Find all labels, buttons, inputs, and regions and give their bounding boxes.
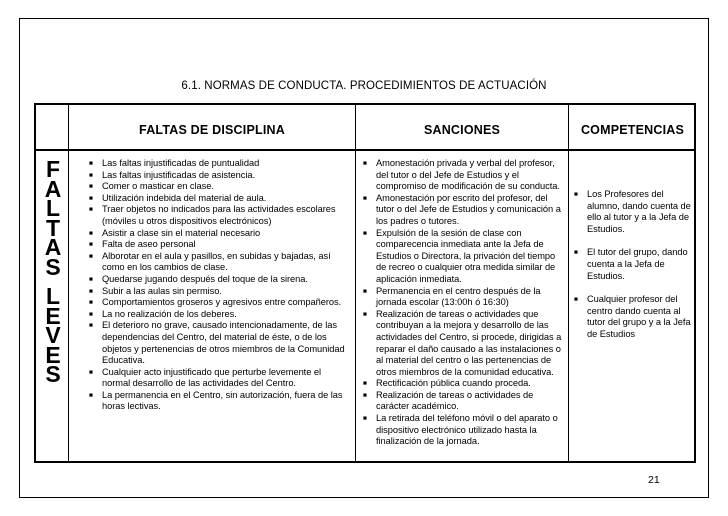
list-item: ■ La permanencia en el Centro, sin autorización, fuera de las horas lectivas.: [88, 390, 350, 413]
side-letter: L: [45, 195, 61, 221]
list-item: ■ Utilización indebida del material de aula.: [88, 193, 350, 205]
list-item: ■ Expulsión de la sesión de clase con comparecencia inmediata ante la Jefa de Estudios o Directora, la privación del tiempo de recreo o cualquier otra medida similar de aplicación inmediata.: [362, 228, 562, 286]
list-item: ■ Cualquier profesor del centro dando cuenta al tutor del grupo y a la Jefa de Estudios: [573, 294, 693, 340]
side-letter: T: [45, 214, 61, 241]
section-title: 6.1. NORMAS DE CONDUCTA. PROCEDIMIENTOS DE ACTUACIÓN: [181, 80, 547, 92]
side-letter: E: [45, 302, 61, 329]
side-letter: V: [45, 322, 61, 348]
table-divider-faltas: [355, 105, 356, 461]
list-item: ■ Traer objetos no indicados para las actividades escolares (móviles u otros dispositivos electrónicos): [88, 204, 350, 227]
list-item: ■ El deterioro no grave, causado intencionadamente, de las dependencias del Centro, del material de éste, o de los objetos y pertenencias de otros miembros de la Comunidad Educativa.: [88, 320, 350, 366]
side-letter: F: [45, 156, 61, 182]
list-item: ■ Comportamientos groseros y agresivos entre compañeros.: [88, 297, 350, 309]
header-competencias: COMPETENCIAS: [580, 123, 685, 137]
side-letter: L: [45, 283, 61, 309]
list-item: ■ Cualquier acto injustificado que perturbe levemente el normal desarrollo de las actividades del Centro.: [88, 367, 350, 390]
list-item: ■ Asistir a clase sin el material necesario: [88, 228, 350, 240]
list-item: ■ Realización de tareas o actividades que contribuyan a la mejora y desarrollo de las actividades del Centro, si procede, dirigidas a reparar el daño causado a las instalaciones o al material del centro o las pertenencias de otros miembros de la comunidad educativa.: [362, 309, 562, 379]
list-item: ■ Comer o masticar en clase.: [88, 181, 350, 193]
list-item: ■ Permanencia en el centro después de la jornada escolar (13:00h ó 16:30): [362, 286, 562, 309]
list-item: ■ Amonestación privada y verbal del profesor, del tutor o del Jefe de Estudios y el compromiso de modificación de su conducta.: [362, 158, 562, 193]
side-letter: S: [45, 253, 61, 280]
list-item: ■ Los Profesores del alumno, dando cuenta de ello al tutor y a la Jefa de Estudios.: [573, 189, 693, 235]
header-sanciones: SANCIONES: [423, 123, 501, 137]
header-separator: [36, 149, 694, 151]
list-item: ■ Quedarse jugando después del toque de la sirena.: [88, 274, 350, 286]
list-item: ■ Las faltas injustificadas de puntualidad: [88, 158, 350, 170]
side-letter: E: [45, 341, 61, 368]
list-item: ■ Subir a las aulas sin permiso.: [88, 286, 350, 298]
list-item: ■ Rectificación pública cuando proceda.: [362, 378, 562, 390]
list-item: ■ El tutor del grupo, dando cuenta a la Jefa de Estudios.: [573, 247, 693, 282]
list-item: ■ Amonestación por escrito del profesor, del tutor o del Jefe de Estudios y comunicación a los padres o tutores.: [362, 193, 562, 228]
conduct-table: [34, 103, 696, 463]
side-letter: S: [45, 361, 61, 387]
list-item: ■ La no realización de los deberes.: [88, 309, 350, 321]
faltas-list: [88, 158, 350, 413]
page-number: 21: [648, 474, 660, 486]
list-item: ■ Falta de aseo personal: [88, 239, 350, 251]
header-faltas: FALTAS DE DISCIPLINA: [139, 123, 285, 137]
side-label-faltas-leves: [36, 156, 70, 387]
table-divider-sanciones: [568, 105, 569, 461]
list-item: ■ Realización de tareas o actividades de carácter académico.: [362, 390, 562, 413]
list-item: ■ Las faltas injustificadas de asistencia.: [88, 170, 350, 182]
side-letter: A: [44, 175, 62, 202]
competencias-list: [573, 189, 693, 353]
list-item: ■ Alborotar en el aula y pasillos, en subidas y bajadas, así como en los cambios de clase.: [88, 251, 350, 274]
side-letter: A: [44, 234, 62, 260]
sanciones-list: [362, 158, 562, 448]
list-item: ■ La retirada del teléfono móvil o del aparato o dispositivo electrónico utilizado hasta la finalización de la jornada.: [362, 413, 562, 448]
